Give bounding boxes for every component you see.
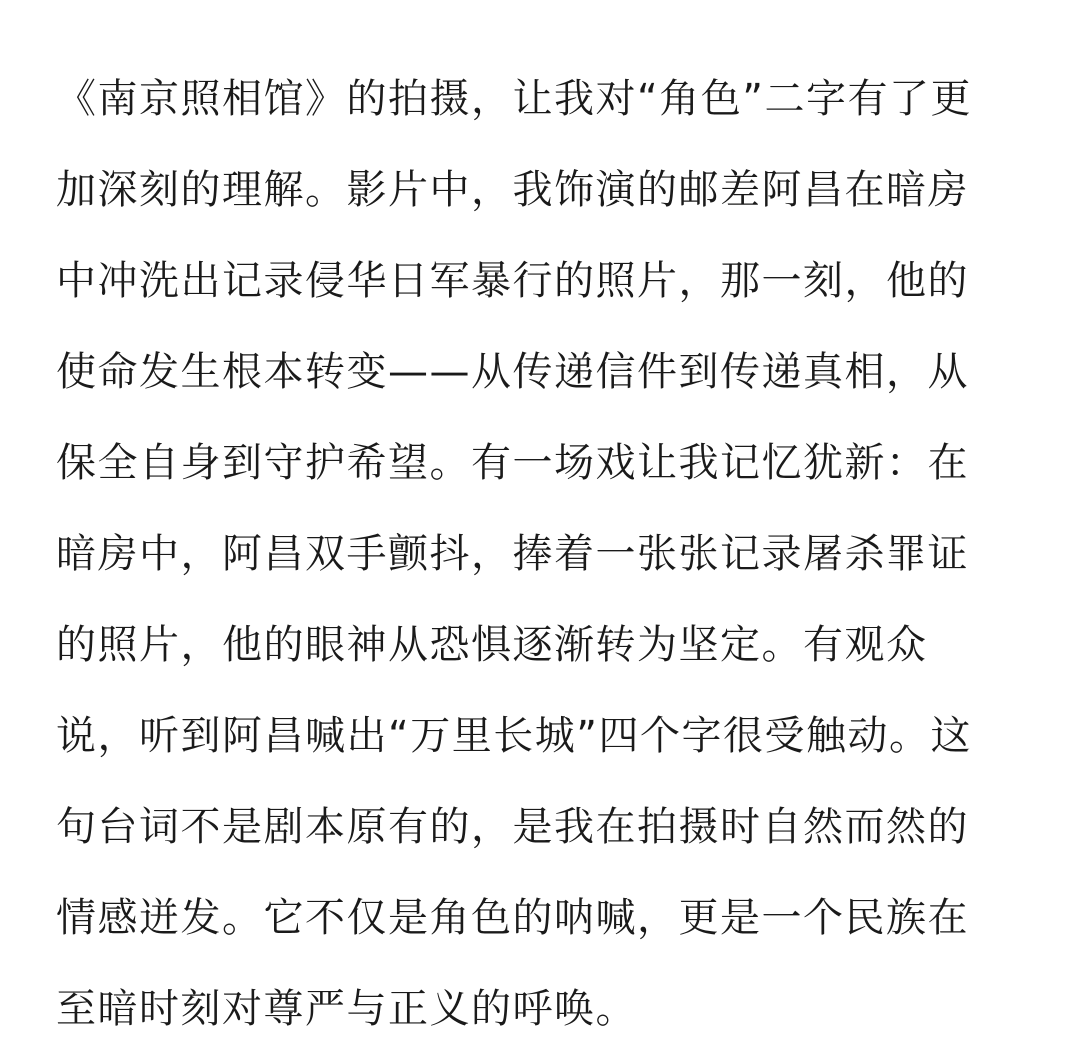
text-line: 保全自身到守护希望。有一场戏让我记忆犹新：在 (56, 440, 969, 486)
article-body (56, 54, 1046, 1055)
text-line: 中冲洗出记录侵华日军暴行的照片，那一刻，他的 (56, 258, 969, 304)
text-line: 加深刻的理解。影片中，我饰演的邮差阿昌在暗房 (56, 167, 969, 213)
text-line: 句台词不是剧本原有的，是我在拍摄时自然而然的 (56, 804, 969, 850)
text-line: 使命发生根本转变——从传递信件到传递真相，从 (56, 349, 969, 395)
text-line: 暗房中，阿昌双手颤抖，捧着一张张记录屠杀罪证 (56, 531, 969, 577)
text-line: 情感迸发。它不仅是角色的呐喊，更是一个民族在 (56, 895, 969, 941)
text-line: 至暗时刻对尊严与正义的呼唤。 (56, 986, 637, 1032)
text-line: 的照片，他的眼神从恐惧逐渐转为坚定。有观众 (56, 622, 928, 668)
text-line: 《南京照相馆》的拍摄，让我对“角色”二字有了更 (56, 76, 972, 122)
text-line: 说，听到阿昌喊出“万里长城”四个字很受触动。这 (56, 713, 972, 759)
